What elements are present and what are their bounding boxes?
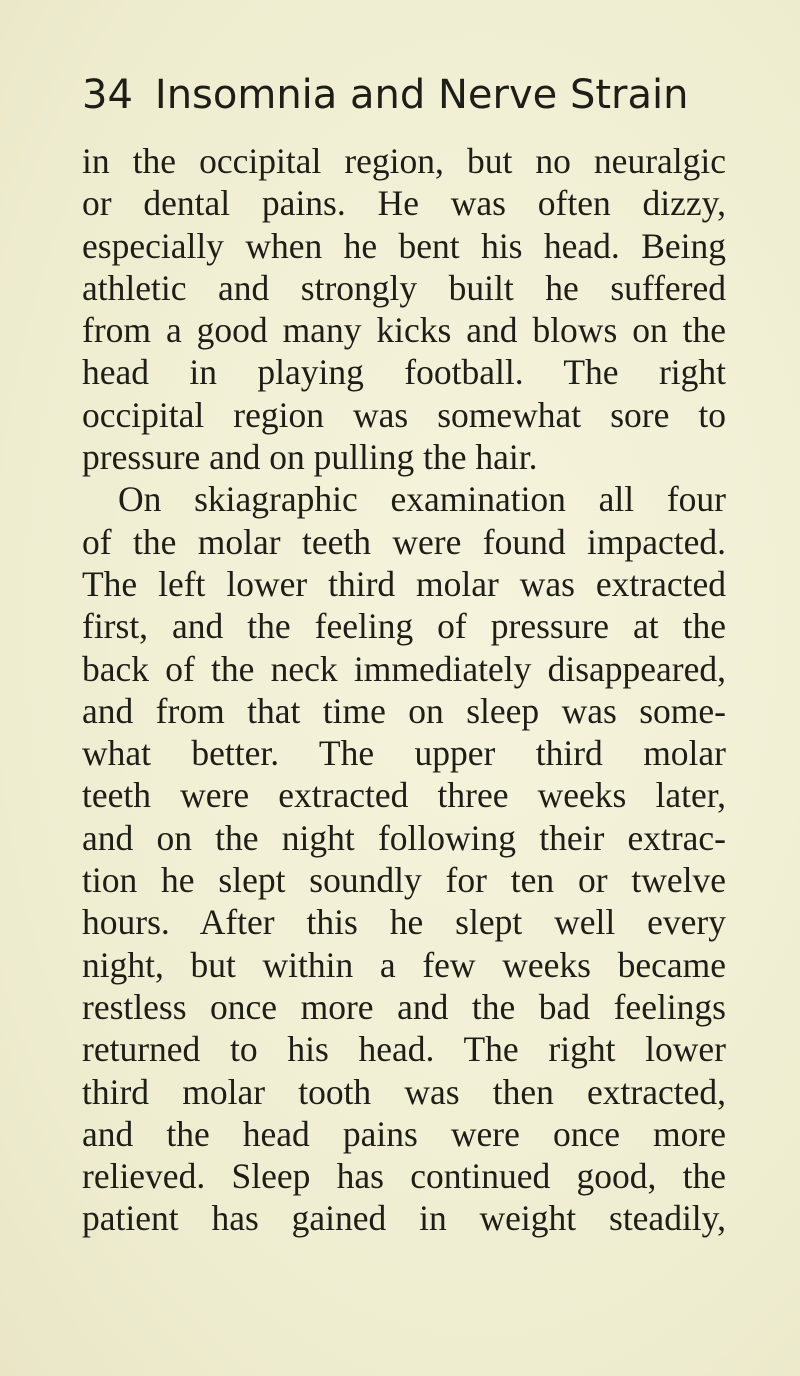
text-line: especially when he bent his head. Being bbox=[82, 225, 726, 266]
text-line: returned to his head. The right lower bbox=[82, 1029, 726, 1070]
text-line: occipital region was somewhat sore to bbox=[82, 394, 726, 435]
text-line-paragraph-start: On skiagraphic examination all four bbox=[118, 479, 726, 520]
running-head bbox=[82, 72, 742, 132]
text-line: restless once more and the bad feelings bbox=[82, 986, 726, 1027]
text-line: first, and the feeling of pressure at the bbox=[82, 606, 726, 647]
text-line: head in playing football. The right bbox=[82, 352, 726, 393]
text-line: and from that time on sleep was some- bbox=[82, 690, 726, 731]
body-text bbox=[82, 140, 726, 1240]
text-line: night, but within a few weeks became bbox=[82, 944, 726, 985]
page-number: 34 bbox=[82, 72, 133, 118]
text-line: of the molar teeth were found impacted. bbox=[82, 521, 726, 562]
text-line: relieved. Sleep has continued good, the bbox=[82, 1156, 726, 1197]
text-line: and the head pains were once more bbox=[82, 1113, 726, 1154]
text-line: hours. After this he slept well every bbox=[82, 902, 726, 943]
text-line: in the occipital region, but no neuralgic bbox=[82, 141, 726, 181]
text-line: The left lower third molar was extracted bbox=[82, 563, 726, 604]
text-line: third molar tooth was then extracted, bbox=[82, 1071, 726, 1112]
running-head-title: Insomnia and Nerve Strain bbox=[154, 72, 689, 118]
text-line: tion he slept soundly for ten or twelve bbox=[82, 860, 726, 901]
text-line: from a good many kicks and blows on the bbox=[82, 310, 726, 351]
text-line: back of the neck immediately disappeared, bbox=[82, 648, 726, 689]
text-line: athletic and strongly built he suffered bbox=[82, 267, 726, 308]
text-line: pressure and on pulling the hair. bbox=[82, 437, 538, 478]
text-line: and on the night following their extrac- bbox=[82, 817, 726, 858]
text-line: teeth were extracted three weeks later, bbox=[82, 775, 726, 816]
text-line: or dental pains. He was often dizzy, bbox=[82, 183, 726, 224]
text-line: what better. The upper third molar bbox=[82, 733, 726, 774]
text-line: patient has gained in weight steadily, bbox=[82, 1198, 726, 1239]
